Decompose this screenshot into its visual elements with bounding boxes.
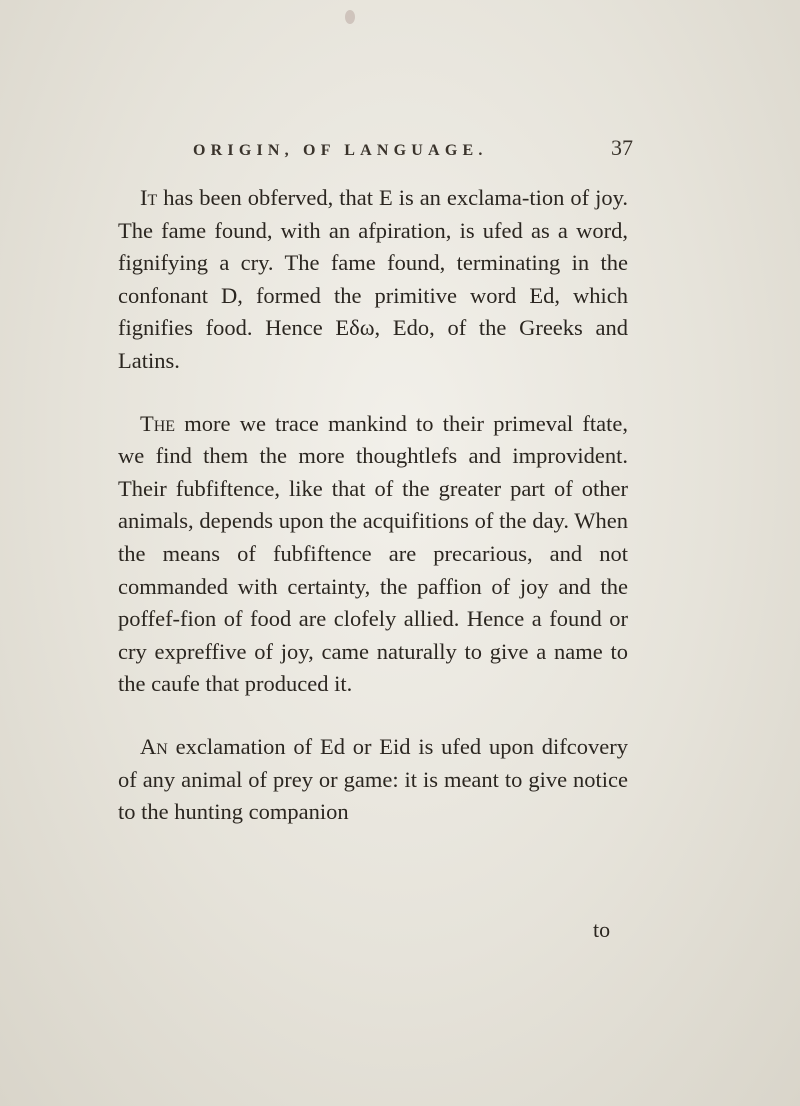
paragraph-1 xyxy=(118,182,628,378)
paragraph-text: more we trace mankind to their primeval ftate, we find them the more thoughtlefs and improvident. Their fubfiftence, like that of the greater part of other animals, depends upon the acquifitions of the day. When the means of fubfiftence are precarious, and not commanded with certainty, the paffion of joy and the poffef-fion of food are clofely allied. Hence a found or cry expreffive of joy, came naturally to give a name to the caufe that produced it. xyxy=(118,410,628,697)
paragraph-lead: An xyxy=(140,733,168,759)
paragraph-lead: The xyxy=(140,410,176,436)
ink-stain xyxy=(345,10,355,24)
page-header xyxy=(193,135,633,165)
page-number: 37 xyxy=(611,135,633,160)
paragraph-text: exclamation of Ed or Eid is ufed upon difcovery of any animal of prey or game: it is meant to give notice to the hunting companion xyxy=(118,733,628,825)
running-head: ORIGIN, OF LANGUAGE. xyxy=(193,142,488,159)
body-text xyxy=(118,182,628,829)
paragraph-3 xyxy=(118,731,628,829)
paragraph-2 xyxy=(118,408,628,701)
paragraph-text: has been obferved, that E is an exclama-tion of joy. The fame found, with an afpiration, is ufed as a word, fignifying a cry. The fame found, terminating in the confonant D, formed the primitive word Ed, which fignifies food. Hence Εδω, Edo, of the Greeks and Latins. xyxy=(118,185,628,373)
paragraph-lead: It xyxy=(140,185,158,210)
catchword: to xyxy=(593,917,611,942)
